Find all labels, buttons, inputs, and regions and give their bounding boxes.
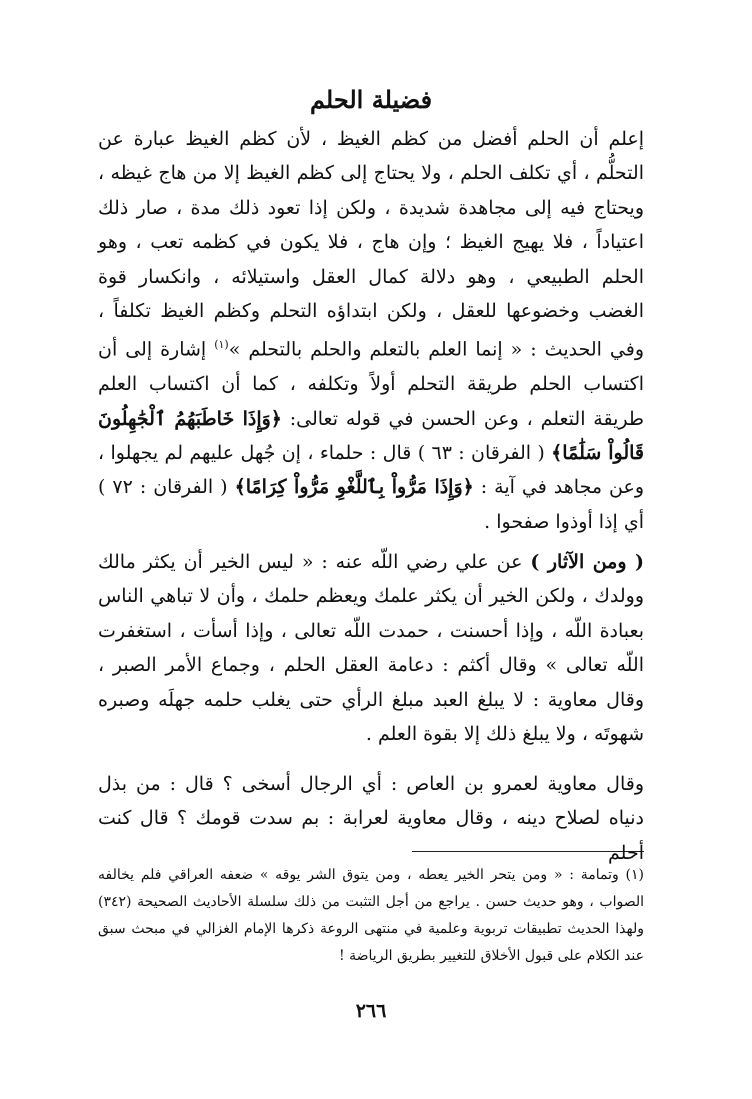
- page-number: ٢٦٦: [355, 1000, 387, 1022]
- page-title: فضيلة الحلم: [309, 85, 433, 114]
- paragraph1-text-c: ( الفرقان : ٦٣ ) قال : حلماء ، إن جُهل عليهم لم يجهلوا ، وعن مجاهد في آية :: [98, 441, 644, 499]
- footnote: [98, 862, 644, 972]
- athar-heading: ( ومن الآثار ): [530, 551, 644, 573]
- quran-verse-furqan-72: ﴿وَإِذَا مَرُّواْ بِٱللَّغْوِ مَرُّواْ كِرَامًا﴾: [234, 476, 474, 499]
- quran-verse-furqan-63: ﴿وَإِذَا خَاطَبَهُمُ ٱلْجَٰهِلُونَ قَالُواْ سَلَٰمًا﴾: [98, 407, 644, 464]
- paragraph2-text: عن علي رضي اللّه عنه : « ليس الخير أن يكثر مالك وولدك ، ولكن الخير أن يكثر علمك ويعظم حلمك ، وأن لا تباهي الناس بعبادة اللّه ، وإذا أحسنت ، حمدت اللّه تعالى ، وإذا أسأت ، استغفرت اللّه تعالى » وقال أكثم : دعامة العقل الحلم ، وجماع الأمر الصبر ، وقال معاوية : لا يبلغ العبد مبلغ الرأي حتى يغلب حلمه جهلَه وصبره شهوتَه ، ولا يبلغ ذلك إلا بقوة العلم .: [98, 551, 644, 746]
- document-page: [98, 80, 644, 1080]
- paragraph-virtue-of-forbearance: [98, 122, 644, 535]
- footnote-text: (١) وتمامة : « ومن يتحر الخير يعطه ، ومن يتوق الشر يوقه » ضعفه العراقي فلم يخالفه الصواب ، وهو حديث حسن . يراجع من أجل التثبت من ذلك سلسلة الأحاديث الصحيحة (٣٤٢) ولهذا الحديث تطبيقات تربوية وعلمية في منتهى الروعة ذكرها الإمام الغزالي في مبحث سبق عند الكلام على قبول الأخلاق للتغيير بطريق الرياضة !: [98, 867, 644, 964]
- paragraph-athar: [98, 545, 644, 751]
- paragraph1-text-b: إشارة إلى أن اكتساب الحلم طريقة التحلم أولاً وتكلفه ، كما أن اكتساب العلم طريقة التعلم ، وعن الحسن في قوله تعالى:: [98, 338, 644, 430]
- paragraph1-text-a: إعلم أن الحلم أفضل من كظم الغيظ ، لأن كظم الغيظ عبارة عن التحلُّم ، أي تكلف الحلم ، ولا يحتاج إلى كظم الغيظ إلا من هاج غيظه ، ويحتاج فيه إلى مجاهدة شديدة ، ولكن إذا تعود ذلك مدة ، صار ذلك اعتياداً ، فلا يهيج الغيظ ؛ وإن هاج ، فلا يكون في كظمه تعب ، وهو الحلم الطبيعي ، وهو دلالة كمال العقل واستيلائه ، وانكسار قوة الغضب وخضوعها للعقل ، ولكن ابتداؤه التحلم وكظم الغيظ تكلفاً ، وفي الحديث : « إنما العلم بالتعلم والحلم بالتحلم »: [98, 128, 644, 361]
- footnote-reference[interactable]: (١): [214, 338, 229, 352]
- paragraph1-text-d: ( الفرقان : ٧٢ ) أي إذا أوذوا صفحوا .: [98, 476, 644, 533]
- paragraph3-text: وقال معاوية لعمرو بن العاص : أي الرجال أسخى ؟ قال : من بذل دنياه لصلاح دينه ، وقال معاوية لعرابة : بم سدت قومك ؟ قال كنت أحلم: [98, 773, 644, 864]
- paragraph-muawiya: [98, 767, 644, 864]
